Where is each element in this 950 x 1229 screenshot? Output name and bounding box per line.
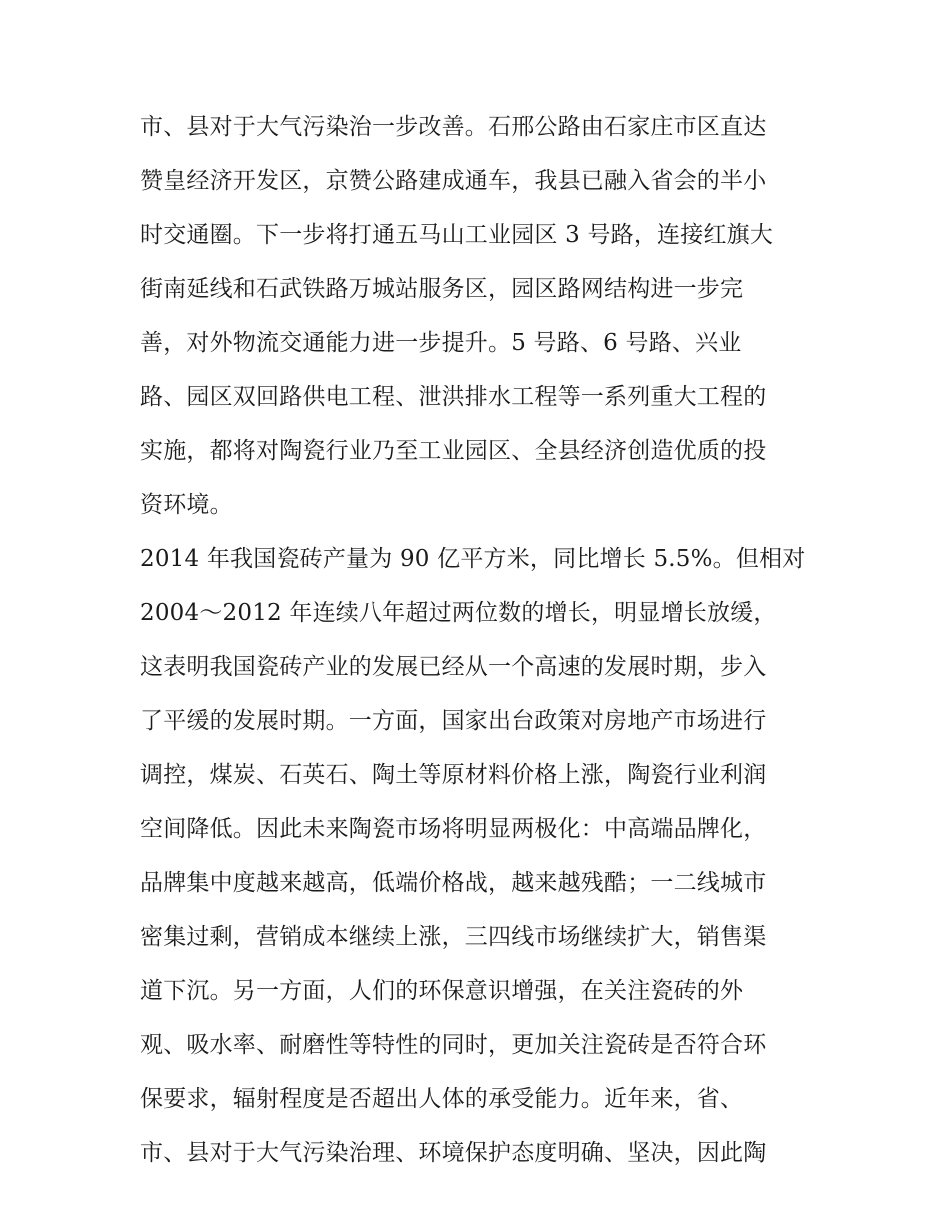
paragraph-2-line-9: 道下沉。另一方面，人们的环保意识增强，在关注瓷砖的外 (140, 978, 744, 1004)
paragraph-1-line-4: 街南延线和石武铁路万城站服务区，园区路网结构进一步完 (140, 276, 744, 302)
paragraph-1-line-3: 时交通圈。下一步将打通五马山工业园区 3 号路，连接红旗大 (140, 222, 774, 248)
paragraph-2-line-12: 市、县对于大气污染治理、环境保护态度明确、坚决，因此陶 (140, 1140, 767, 1166)
paragraph-2-line-5: 调控，煤炭、石英石、陶土等原材料价格上涨，陶瓷行业利润 (140, 762, 767, 788)
document-body (140, 100, 820, 1166)
paragraph-2-line-6: 空间降低。因此未来陶瓷市场将明显两极化：中高端品牌化， (140, 816, 767, 842)
paragraph-2-line-8: 密集过剩，营销成本继续上涨，三四线市场继续扩大，销售渠 (140, 924, 767, 950)
paragraph-1-line-5: 善，对外物流交通能力进一步提升。5 号路、6 号路、兴业 (140, 330, 742, 356)
paragraph-2-line-11: 保要求，辐射程度是否超出人体的承受能力。近年来，省、 (140, 1086, 744, 1112)
paragraph-2-line-2: 2004～2012 年连续八年超过两位数的增长，明显增长放缓， (140, 600, 777, 626)
paragraph-2-line-4: 了平缓的发展时期。一方面，国家出台政策对房地产市场进行 (140, 708, 767, 734)
paragraph-2-line-3: 这表明我国瓷砖产业的发展已经从一个高速的发展时期，步入 (140, 654, 767, 680)
paragraph-2-line-10: 观、吸水率、耐磨性等特性的同时，更加关注瓷砖是否符合环 (140, 1032, 767, 1058)
paragraph-1-line-1: 市、县对于大气污染治一步改善。石邢公路由石家庄市区直达 (140, 114, 767, 140)
paragraph-2-line-1: 2014 年我国瓷砖产量为 90 亿平方米，同比增长 5.5%。但相对 (140, 546, 806, 572)
paragraph-1-line-8: 资环境。 (140, 492, 233, 518)
paragraph-1-line-2: 赞皇经济开发区，京赞公路建成通车，我县已融入省会的半小 (140, 168, 767, 194)
paragraph-2-line-7: 品牌集中度越来越高，低端价格战，越来越残酷；一二线城市 (140, 870, 767, 896)
paragraph-1-line-7: 实施，都将对陶瓷行业乃至工业园区、全县经济创造优质的投 (140, 438, 767, 464)
paragraph-1-line-6: 路、园区双回路供电工程、泄洪排水工程等一系列重大工程的 (140, 384, 767, 410)
